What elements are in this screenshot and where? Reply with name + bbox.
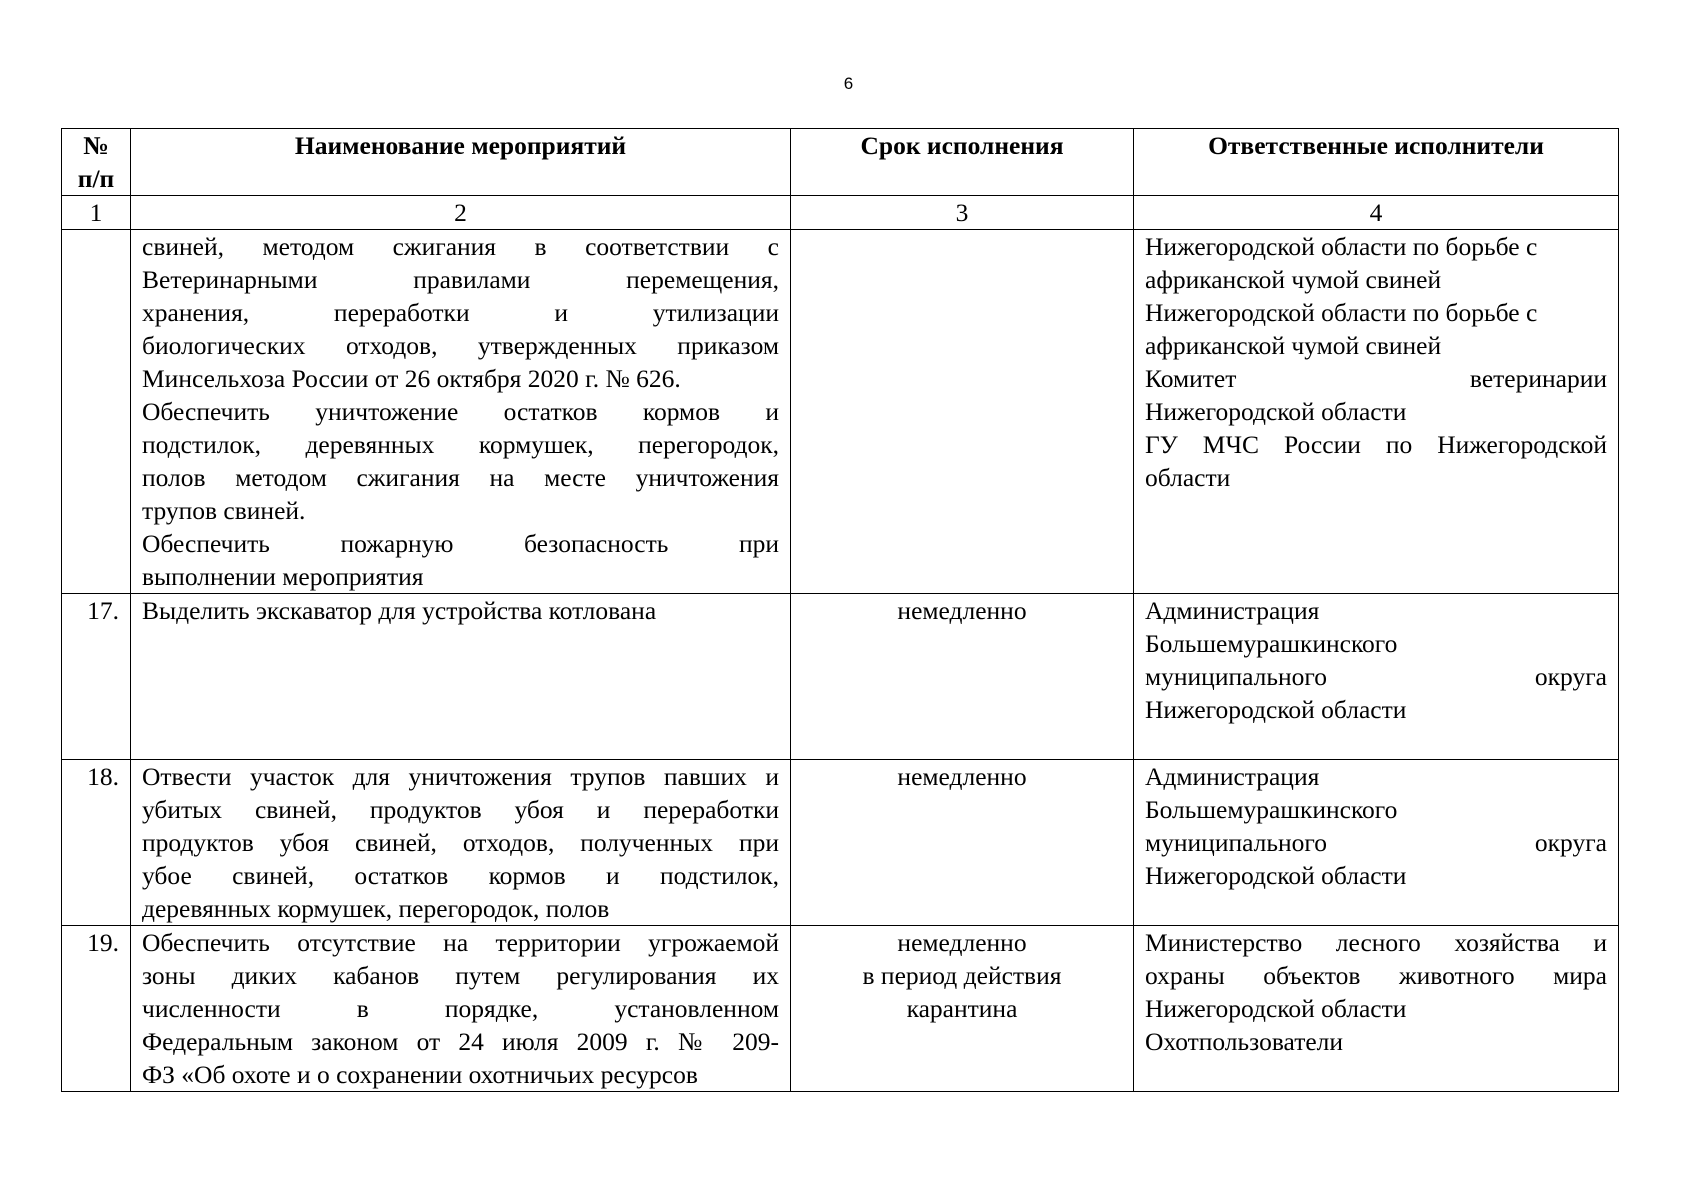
row-number [62,230,131,594]
header-number-line-2: п/п [77,164,115,193]
measure-name [131,760,791,926]
responsible-line: области [1145,463,1231,492]
responsible-executors [1134,230,1619,594]
measure-name-line: Обеспечить уничтожение остатков кормов и [142,397,779,426]
measures-table [61,128,1619,1092]
measure-name-line: убое свиней, остатков кормов и подстилок, [142,861,779,890]
header-number-line-1: № [83,131,109,160]
responsible-line: муниципального округа [1145,828,1607,857]
column-index-1: 1 [62,196,131,230]
column-index-3: 3 [791,196,1134,230]
measure-name-line: Федеральным законом от 24 июля 2009 г. № 209- [142,1027,779,1056]
responsible-line: Нижегородской области [1145,861,1407,890]
measure-name-line: свиней, методом сжигания в соответствии с [142,232,779,261]
row-number: 17. [62,594,131,760]
header-name: Наименование мероприятий [131,129,791,196]
responsible-line: Комитет ветеринарии [1145,364,1607,393]
measure-name-line: выполнении мероприятия [142,562,424,591]
measure-name-line: Минсельхоза России от 26 октября 2020 г. № 626. [142,364,681,393]
measure-name-line: трупов свиней. [142,496,306,525]
responsible-line: африканской чумой свиней [1145,331,1442,360]
deadline [791,926,1134,1092]
responsible-line: Большемурашкинского [1145,795,1398,824]
measure-name-line: продуктов убоя свиней, отходов, полученных при [142,828,779,857]
measure-name-line: ФЗ «Об охоте и о сохранении охотничьих ресурсов [142,1060,698,1089]
measure-name-line: деревянных кормушек, перегородок, полов [142,894,610,923]
measure-name-line: хранения, переработки и утилизации [142,298,779,327]
deadline [791,760,1134,926]
table-row [62,926,1619,1092]
responsible-executors [1134,594,1619,760]
responsible-line: ГУ МЧС России по Нижегородской [1145,430,1607,459]
header-deadline: Срок исполнения [791,129,1134,196]
measure-name-line: Выделить экскаватор для устройства котлована [142,596,657,625]
measure-name [131,594,791,760]
measure-name-line: полов методом сжигания на месте уничтожения [142,463,779,492]
responsible-line: африканской чумой свиней [1145,265,1442,294]
responsible-line: охраны объектов животного мира [1145,961,1607,990]
deadline-line: немедленно [897,762,1027,791]
measure-name-line: убитых свиней, продуктов убоя и переработки [142,795,779,824]
responsible-line: Нижегородской области по борьбе с [1145,298,1538,327]
table-row [62,760,1619,926]
header-number [62,129,131,196]
deadline [791,230,1134,594]
measure-name-line: подстилок, деревянных кормушек, перегородок, [142,430,779,459]
row-number: 19. [62,926,131,1092]
deadline-line: немедленно [897,928,1027,957]
responsible-executors [1134,926,1619,1092]
measure-name-line: биологических отходов, утвержденных приказом [142,331,779,360]
measure-name [131,926,791,1092]
measure-name-line: Обеспечить отсутствие на территории угрожаемой [142,928,779,957]
responsible-line: муниципального округа [1145,662,1607,691]
responsible-line: Министерство лесного хозяйства и [1145,928,1607,957]
measure-name-line: численности в порядке, установленном [142,994,779,1023]
column-index-row [62,196,1619,230]
measure-name-line: Ветеринарными правилами перемещения, [142,265,779,294]
deadline-line: карантина [906,994,1018,1023]
page-number: 6 [843,74,854,93]
responsible-line: Нижегородской области по борьбе с [1145,232,1538,261]
deadline [791,594,1134,760]
deadline-line: в период действия [862,961,1062,990]
table-row [62,594,1619,760]
responsible-line: Администрация [1145,762,1320,791]
responsible-executors [1134,760,1619,926]
deadline-line: немедленно [897,596,1027,625]
row-number: 18. [62,760,131,926]
responsible-line: Охотпользователи [1145,1027,1344,1056]
measure-name-line: Обеспечить пожарную безопасность при [142,529,779,558]
header-responsible: Ответственные исполнители [1134,129,1619,196]
measure-name-line: Отвести участок для уничтожения трупов павших и [142,762,779,791]
responsible-line: Нижегородской области [1145,994,1407,1023]
measure-name [131,230,791,594]
responsible-line: Администрация [1145,596,1320,625]
table-row [62,230,1619,594]
table-header-row [62,129,1619,196]
measure-name-line: зоны диких кабанов путем регулирования их [142,961,779,990]
column-index-4: 4 [1134,196,1619,230]
column-index-2: 2 [131,196,791,230]
responsible-line: Большемурашкинского [1145,629,1398,658]
responsible-line: Нижегородской области [1145,695,1407,724]
responsible-line: Нижегородской области [1145,397,1407,426]
